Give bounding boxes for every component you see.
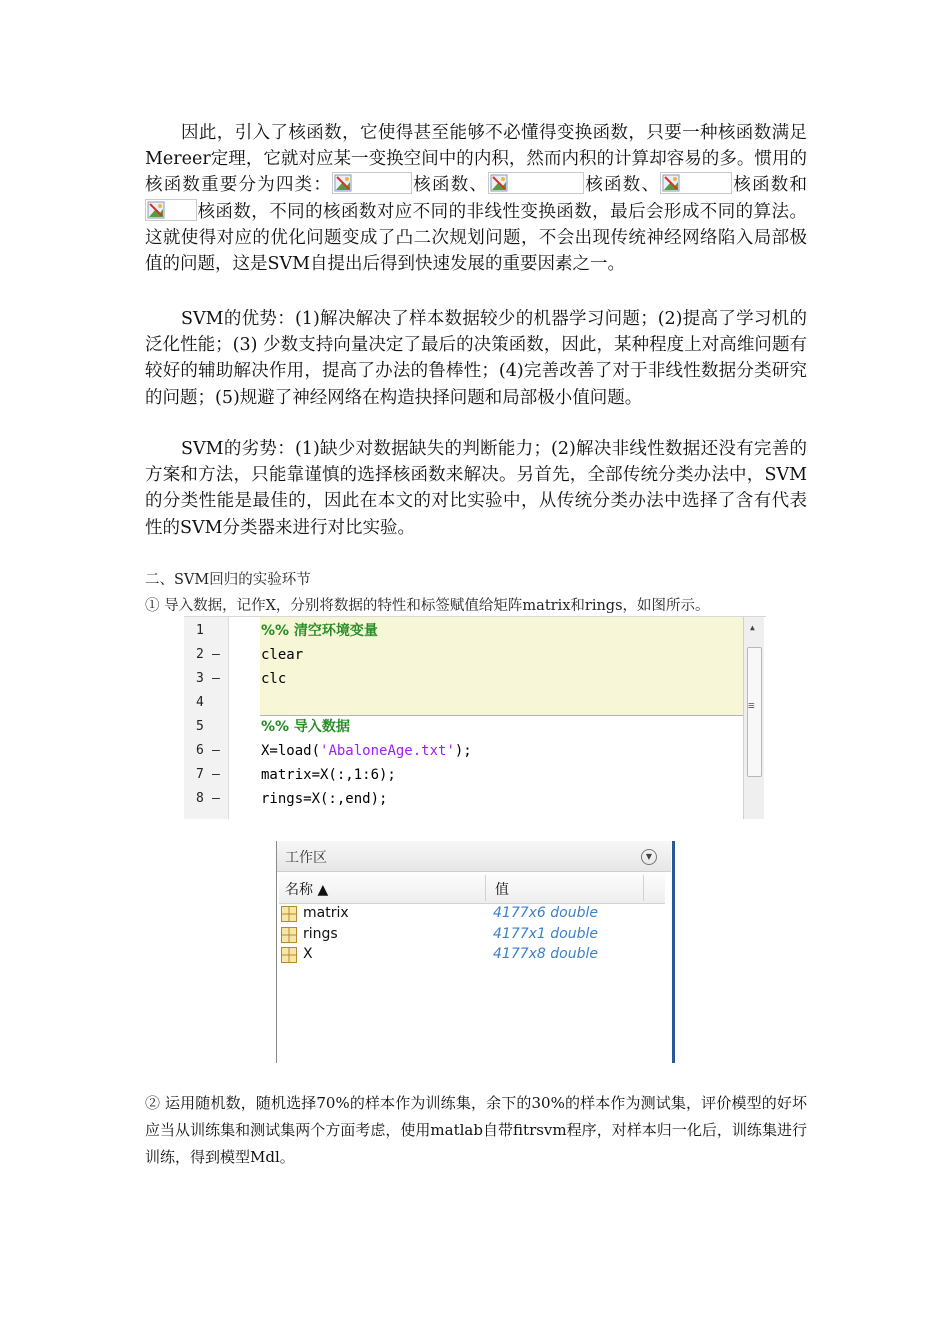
column-header-name[interactable]: 名称 ▲ bbox=[285, 882, 329, 898]
matrix-variable-icon bbox=[281, 927, 297, 943]
scrollbar-thumb[interactable] bbox=[747, 647, 762, 777]
paragraph-svm-disadvantages: SVM的劣势：(1)缺少对数据缺失的判断能力；(2)解决非线性数据还没有完善的方案和方法，只能靠谨慎的选择核函数来解决。另首先，全部传统分类办法中，SVM的分类性能是最佳的，因此在本文的对比实验中，从传统分类办法中选择了含有代表性的SVM分类器来进行对比实验。 bbox=[145, 439, 807, 538]
kernel-formula-image-3 bbox=[660, 172, 732, 194]
matrix-variable-icon bbox=[281, 906, 297, 922]
column-divider[interactable] bbox=[485, 875, 486, 901]
code-editor bbox=[184, 616, 766, 819]
broken-image-icon bbox=[147, 201, 165, 219]
gutter-line: 4 bbox=[196, 695, 204, 710]
kernel-formula-image-1 bbox=[332, 172, 412, 194]
broken-image-icon bbox=[662, 174, 680, 192]
broken-image-icon bbox=[490, 174, 508, 192]
code-string: 'AbaloneAge.txt' bbox=[320, 743, 455, 759]
code-comment-line[interactable]: %% 导入数据 bbox=[261, 719, 350, 735]
kernel-formula-image-2 bbox=[488, 172, 584, 194]
gutter-line: 2 – bbox=[196, 647, 220, 662]
scroll-up-icon[interactable]: ▲ bbox=[750, 623, 755, 632]
paragraph-svm-advantages: SVM的优势：(1)解决解决了样本数据较少的机器学习问题；(2)提高了学习机的泛化性能；(3) 少数支持向量决定了最后的决策函数，因此，某种程度上对高维问题有较好的辅助解决作用，提高了办法的鲁棒性；(4)完善改善了对于非线性数据分类研究的问题；(5)规避了神经网络在构造抉择问题和局部极小值问题。 bbox=[145, 309, 807, 408]
column-divider[interactable] bbox=[643, 875, 644, 901]
column-header-value[interactable]: 值 bbox=[495, 882, 509, 898]
gutter-line: 8 – bbox=[196, 791, 220, 806]
code-line[interactable]: X=load('AbaloneAge.txt'); bbox=[261, 743, 472, 759]
kernel-formula-image-4 bbox=[145, 199, 197, 221]
gutter-line: 6 – bbox=[196, 743, 220, 758]
code-line[interactable]: rings=X(:,end); bbox=[261, 791, 388, 807]
workspace-title-bar bbox=[277, 841, 671, 872]
vertical-scrollbar[interactable] bbox=[743, 617, 764, 819]
code-line[interactable]: matrix=X(:,1:6); bbox=[261, 767, 396, 783]
matrix-variable-icon bbox=[281, 947, 297, 963]
workspace-panel bbox=[276, 841, 675, 1063]
grip-icon: ≡ bbox=[748, 699, 755, 712]
panel-menu-icon[interactable]: ▼ bbox=[641, 849, 657, 865]
gutter-line: 5 bbox=[196, 719, 204, 734]
workspace-table-header bbox=[279, 873, 665, 904]
broken-image-icon bbox=[334, 174, 352, 192]
gutter-line: 3 – bbox=[196, 671, 220, 686]
gutter-line: 7 – bbox=[196, 767, 220, 782]
gutter-line: 1 bbox=[196, 623, 204, 638]
code-comment-line[interactable]: %% 清空环境变量 bbox=[261, 623, 378, 639]
step-1-text: ① 导入数据，记作X，分别将数据的特性和标签赋值给矩阵matrix和rings，如图所示。 bbox=[145, 598, 710, 614]
workspace-title: 工作区 bbox=[285, 850, 327, 866]
code-line[interactable]: clc bbox=[261, 671, 287, 687]
code-line[interactable]: clear bbox=[261, 647, 304, 663]
step-2-text: ② 运用随机数，随机选择70%的样本作为训练集，余下的30%的样本作为测试集，评价模型的好坏应当从训练集和测试集两个方面考虑，使用matlab自带fitrsvm程序，对样本归一化后，训练集进行训练，得到模型Mdl。 bbox=[145, 1094, 807, 1166]
workspace-row[interactable]: X 4177x8 double bbox=[279, 945, 665, 965]
paragraph-kernel-functions: 因此，引入了核函数，它使得甚至能够不必懂得变换函数，只要一种核函数满足Mereer定理，它就对应某一变换空间中的内积，然而内积的计算却容易的多。惯用的核函数重要分为四类： 核函数、 核函数、 核函数和 核函数，不同的核函数对应不同的非线性变换函数，最后会形成不同的算法。这就使得对应的优化问题变成了凸二次规划问题，不会出现传统神经网络陷入局部极值的问题，这是SVM自提出后得到快速发展的重要因素之一。 bbox=[145, 123, 808, 275]
section-heading: 二、SVM回归的实验环节 bbox=[145, 572, 311, 588]
workspace-row[interactable]: matrix 4177x6 double bbox=[279, 904, 665, 924]
workspace-row[interactable]: rings 4177x1 double bbox=[279, 925, 665, 945]
panel-edge bbox=[672, 841, 675, 1063]
